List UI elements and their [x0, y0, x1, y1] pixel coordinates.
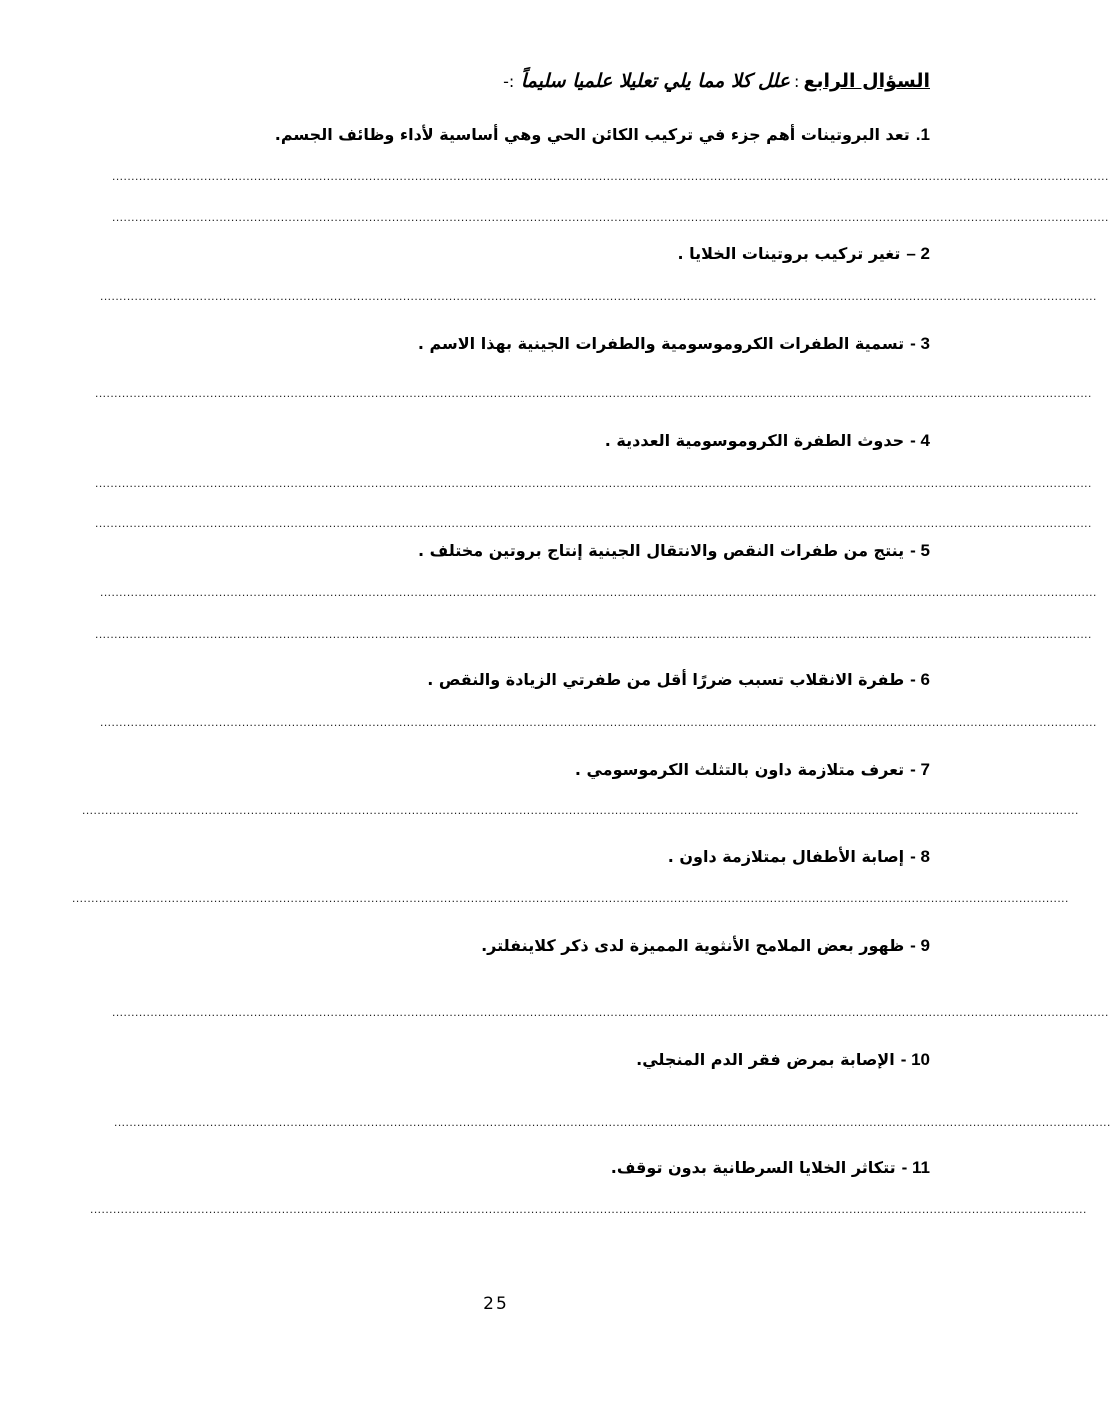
question-text: الإصابة بمرض فقر الدم المنجلي.: [636, 1050, 895, 1069]
question-number: 8 -: [910, 847, 930, 866]
question-header: [503, 70, 930, 92]
question-number: 5 -: [910, 541, 930, 560]
question-1: [275, 125, 930, 145]
answer-line[interactable]: ....................................................................................................................................................................................................................................................................: [112, 210, 1109, 224]
question-3: [418, 334, 930, 354]
page-number: 25: [483, 1294, 509, 1314]
question-number: 10 -: [900, 1050, 930, 1069]
question-instruction: علل كلا مما يلي تعليلا علميا سليماً: [520, 70, 790, 92]
answer-line[interactable]: ....................................................................................................................................................................................................................................................................: [100, 289, 1097, 303]
question-text: ينتج من طفرات النقص والانتقال الجينية إنتاج بروتين مختلف .: [417, 541, 905, 560]
answer-line[interactable]: ....................................................................................................................................................................................................................................................................: [82, 803, 1079, 817]
question-text: حدوث الطفرة الكروموسومية العددية .: [604, 431, 905, 450]
answer-line[interactable]: ....................................................................................................................................................................................................................................................................: [72, 891, 1069, 905]
question-5: [418, 541, 930, 561]
answer-line[interactable]: ....................................................................................................................................................................................................................................................................: [112, 1005, 1109, 1019]
header-separator: :: [794, 72, 800, 91]
question-title: السؤال الرابع: [803, 70, 930, 92]
question-number: 3 -: [910, 334, 930, 353]
question-text: إصابة الأطفال بمتلازمة داون .: [667, 847, 905, 866]
question-number: 6 -: [910, 670, 930, 689]
answer-line[interactable]: ....................................................................................................................................................................................................................................................................: [112, 169, 1109, 183]
answer-line[interactable]: ....................................................................................................................................................................................................................................................................: [100, 585, 1097, 599]
question-number: 1.: [915, 125, 930, 144]
answer-line[interactable]: ....................................................................................................................................................................................................................................................................: [100, 715, 1097, 729]
question-number: 7 -: [910, 760, 930, 779]
header-tail: :-: [503, 72, 515, 91]
question-11: [611, 1158, 930, 1178]
question-text: تغير تركيب بروتينات الخلايا .: [677, 244, 901, 263]
question-number: 4 -: [910, 431, 930, 450]
question-text: تعرف متلازمة داون بالتثلث الكرموسومي .: [574, 760, 905, 779]
question-text: تسمية الطفرات الكروموسومية والطفرات الجينية بهذا الاسم .: [417, 334, 905, 353]
question-text: تتكاثر الخلايا السرطانية بدون توقف.: [610, 1158, 896, 1177]
question-9: [481, 936, 930, 956]
question-6: [427, 670, 930, 690]
question-text: ظهور بعض الملامح الأنثوية المميزة لدى ذكر كلاينفلتر.: [481, 936, 905, 955]
answer-line[interactable]: ....................................................................................................................................................................................................................................................................: [90, 1202, 1087, 1216]
question-4: [605, 431, 930, 451]
question-8: [668, 847, 930, 867]
answer-line[interactable]: ....................................................................................................................................................................................................................................................................: [95, 476, 1092, 490]
question-number: 2 –: [906, 244, 930, 263]
answer-line[interactable]: ....................................................................................................................................................................................................................................................................: [114, 1115, 1111, 1129]
answer-line[interactable]: ....................................................................................................................................................................................................................................................................: [95, 516, 1092, 530]
question-text: تعد البروتينات أهم جزء في تركيب الكائن الحي وهي أساسية لأداء وظائف الجسم.: [274, 125, 910, 144]
question-2: [677, 244, 930, 264]
question-number: 11 -: [901, 1158, 930, 1177]
question-7: [575, 760, 930, 780]
answer-line[interactable]: ....................................................................................................................................................................................................................................................................: [95, 627, 1092, 641]
answer-line[interactable]: ....................................................................................................................................................................................................................................................................: [95, 386, 1092, 400]
question-text: طفرة الانقلاب تسبب ضررًا أقل من طفرتي الزيادة والنقص .: [427, 670, 905, 689]
question-10: [636, 1050, 930, 1070]
question-number: 9 -: [910, 936, 930, 955]
